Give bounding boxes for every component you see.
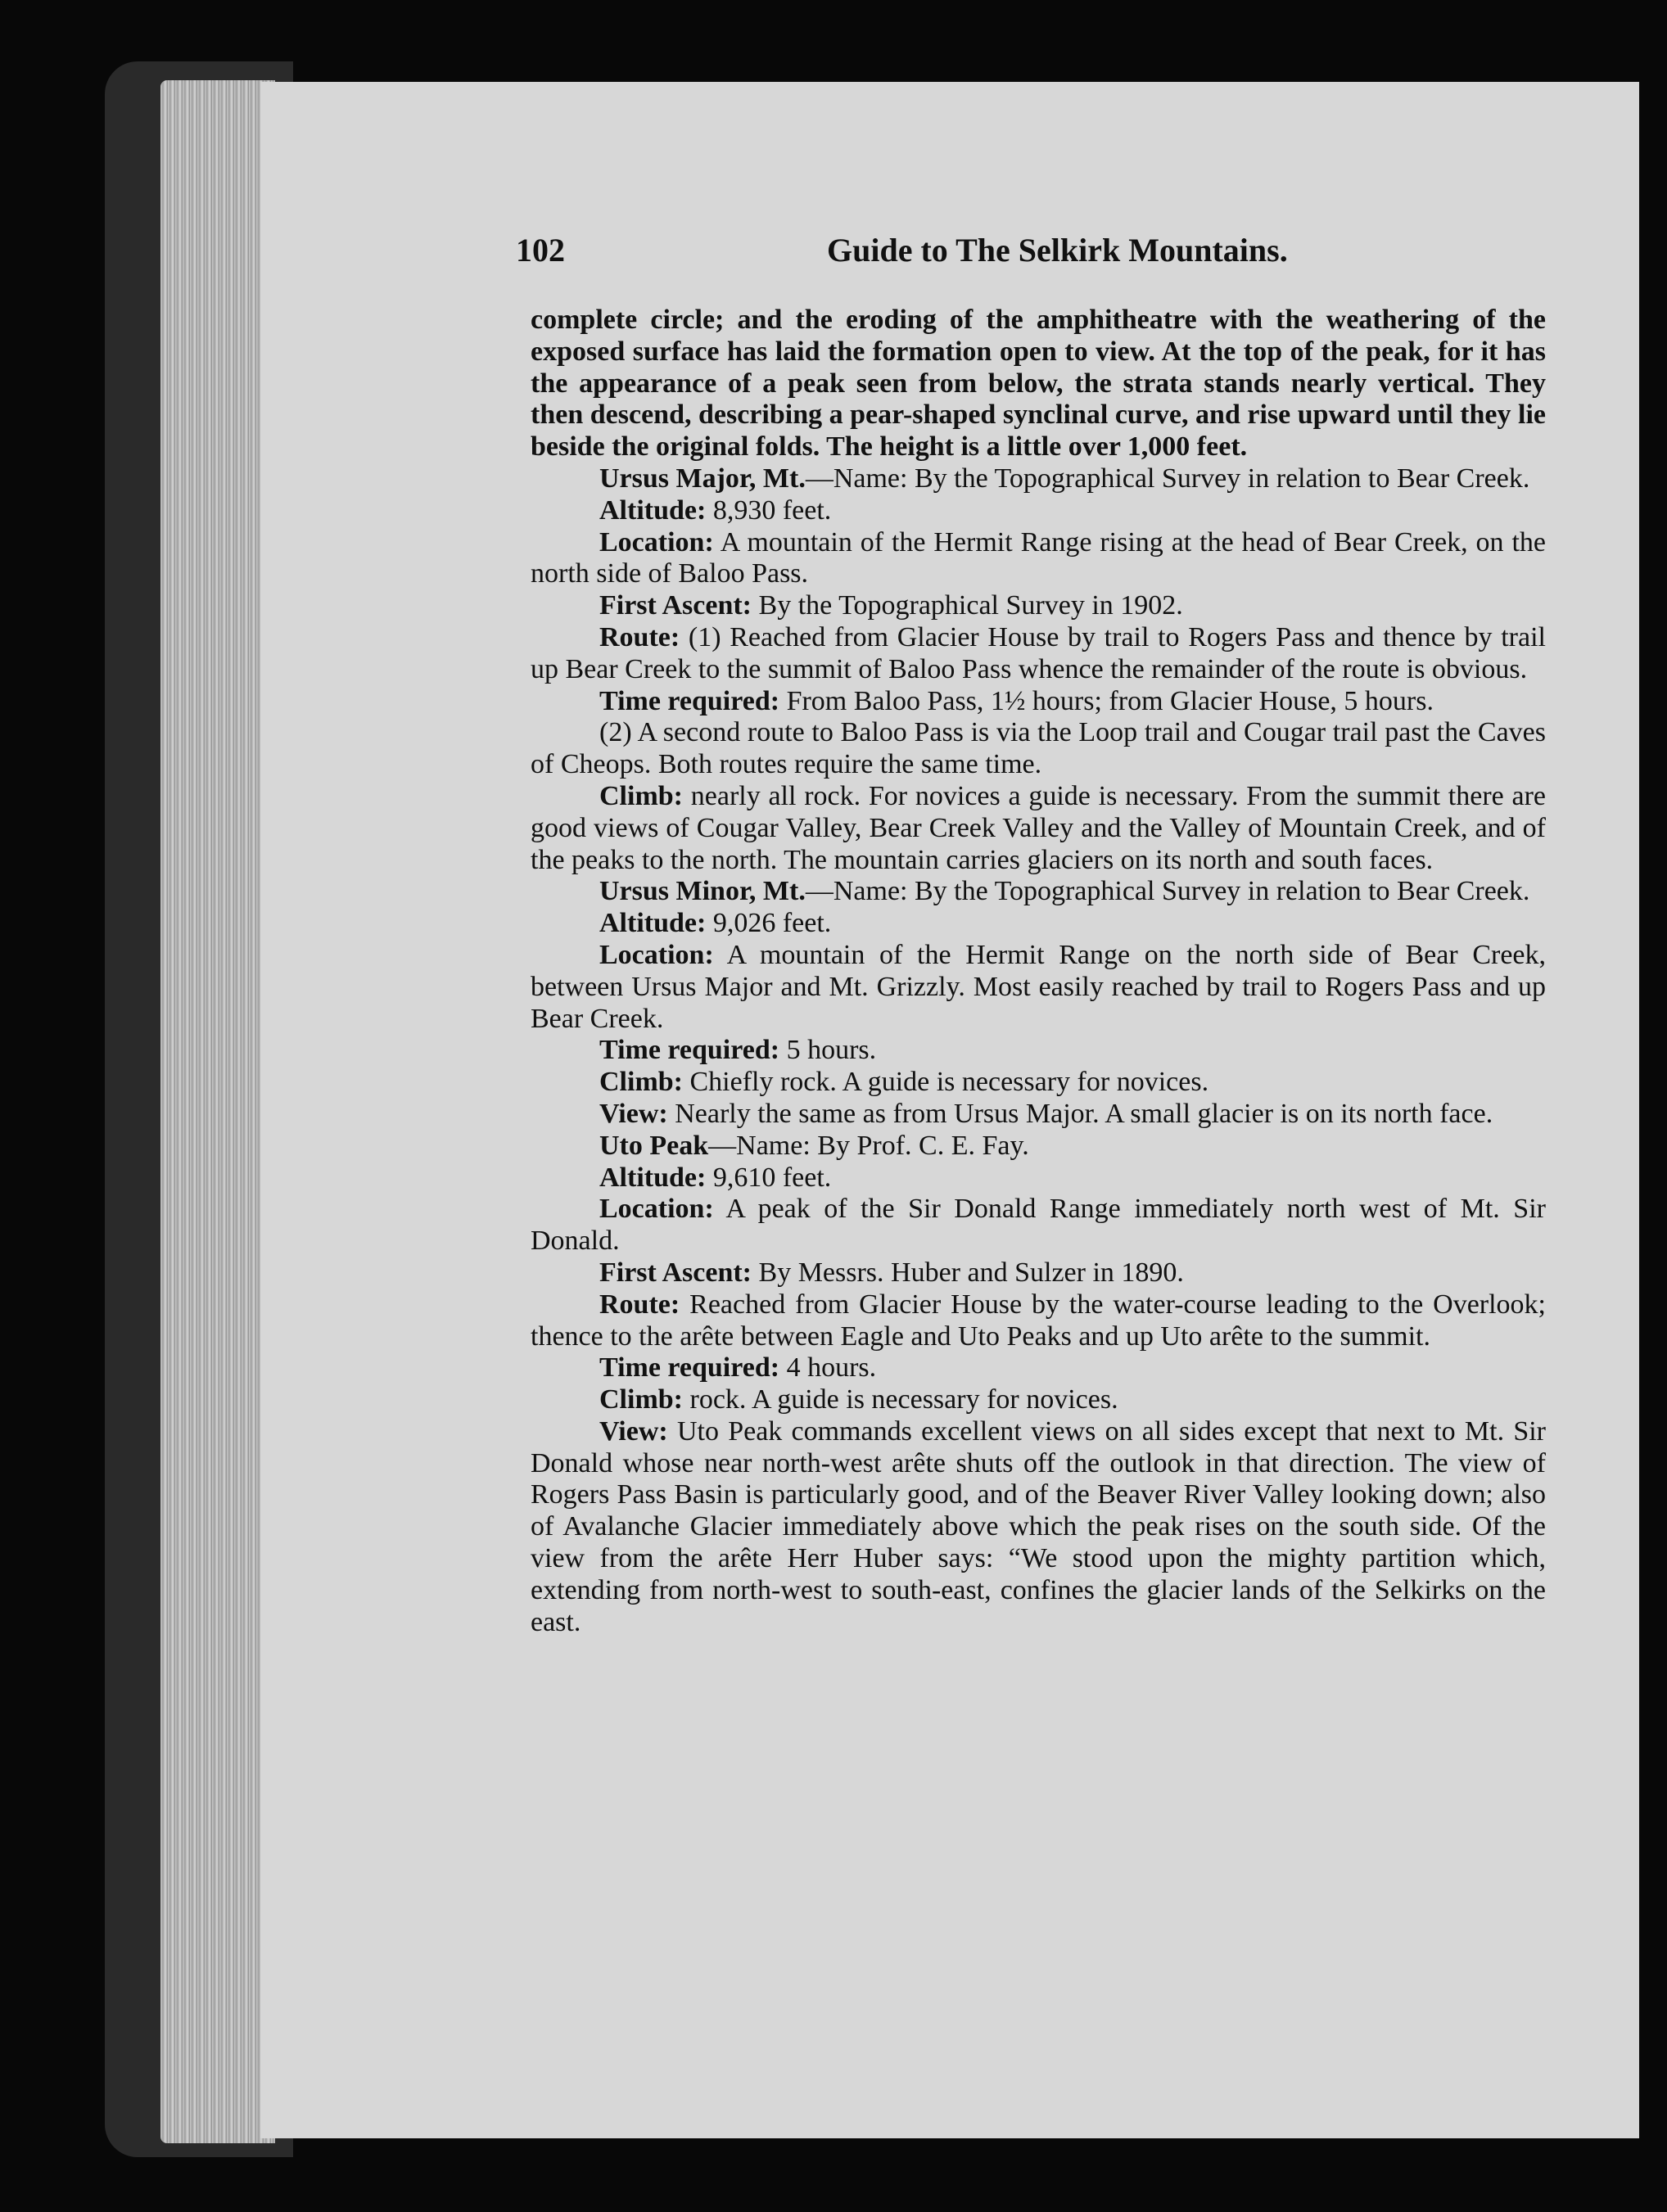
entry-text: By the Topographical Survey in 1902. xyxy=(752,590,1183,621)
paragraph xyxy=(531,1416,1546,1639)
paragraph xyxy=(531,1067,1546,1099)
paragraph xyxy=(531,908,1546,940)
entry-label: Location: xyxy=(599,526,714,558)
paragraph xyxy=(531,781,1546,876)
entry-text: —Name: By Prof. C. E. Fay. xyxy=(708,1130,1029,1161)
entry-label: Ursus Major, Mt. xyxy=(599,463,806,494)
paragraph xyxy=(531,717,1546,781)
entry-text: Chiefly rock. A guide is necessary for novices. xyxy=(683,1067,1209,1098)
paragraph xyxy=(531,495,1546,527)
entry-label: Time required: xyxy=(599,1035,780,1066)
entry-label: View: xyxy=(599,1415,668,1447)
page-number: 102 xyxy=(516,232,565,269)
entry-text: A mountain of the Hermit Range rising at the head of Bear Creek, on the north side of Baloo Pass. xyxy=(531,526,1546,589)
entry-text: A mountain of the Hermit Range on the north side of Bear Creek, between Ursus Major and Mt. Grizzly. Most easily reached by trail to Rogers Pass and up Bear Creek. xyxy=(531,939,1546,1034)
paragraph xyxy=(531,1289,1546,1353)
entry-label: Route: xyxy=(599,621,680,652)
entry-text: 9,026 feet. xyxy=(706,908,832,939)
entry-text: From Baloo Pass, 1½ hours; from Glacier House, 5 hours. xyxy=(779,685,1434,716)
entry-label: Climb: xyxy=(599,1384,683,1415)
paragraph xyxy=(531,876,1546,908)
paragraph xyxy=(531,590,1546,622)
entry-label: Time required: xyxy=(599,685,780,716)
entry-text: complete circle; and the eroding of the amphitheatre with the weathering of the exposed surface has laid the formation open to view. At the top of the peak, for it has the appearance of a peak seen from below, the strata stands nearly vertical. They then descend, describing a pear-shaped synclinal curve, and rise upward until they lie beside the original folds. The height is a little over 1,000 feet. xyxy=(531,305,1546,463)
entry-label: Route: xyxy=(599,1289,680,1320)
entry-label: Climb: xyxy=(599,780,683,811)
entry-label: Location: xyxy=(599,1194,714,1225)
paragraph xyxy=(531,1131,1546,1162)
entry-text: Reached from Glacier House by the water-course leading to the Overlook; thence to the arête between Eagle and Uto Peaks and up Uto arête to the summit. xyxy=(531,1289,1546,1352)
entry-text: A peak of the Sir Donald Range immediately north west of Mt. Sir Donald. xyxy=(531,1194,1546,1257)
entry-text: Nearly the same as from Ursus Major. A small glacier is on its north face. xyxy=(667,1098,1493,1129)
entry-text: Uto Peak commands excellent views on all sides except that next to Mt. Sir Donald whose near north-west arête shuts off the outlook in that direction. The view of Rogers Pass Basin is particularly good, and of the Beaver River Valley looking down; also of Avalanche Glacier immediately above which the peak rises on the south side. Of the view from the arête Herr Huber says: “We stood upon the mighty partition which, extending from north-west to south-east, confines the glacier lands of the Selkirks on the east. xyxy=(531,1415,1546,1637)
entry-label: View: xyxy=(599,1098,668,1129)
entry-text: 9,610 feet. xyxy=(706,1162,832,1193)
entry-text: 8,930 feet. xyxy=(706,494,832,526)
body-text xyxy=(531,305,1546,1638)
paragraph xyxy=(531,527,1546,591)
page-header xyxy=(516,231,1343,272)
paragraph xyxy=(531,1099,1546,1131)
paragraph xyxy=(531,305,1546,463)
entry-label: Altitude: xyxy=(599,908,707,939)
paragraph xyxy=(531,686,1546,718)
entry-text: (1) Reached from Glacier House by trail to Rogers Pass and thence by trail up Bear Creek to the summit of Baloo Pass whence the remainder of the route is obvious. xyxy=(531,621,1546,684)
paragraph xyxy=(531,1194,1546,1257)
entry-label: Time required: xyxy=(599,1352,780,1384)
entry-label: Altitude: xyxy=(599,1162,707,1193)
paragraph xyxy=(531,1384,1546,1416)
entry-text: —Name: By the Topographical Survey in relation to Bear Creek. xyxy=(805,876,1530,907)
entry-text: 5 hours. xyxy=(779,1035,877,1066)
paragraph xyxy=(531,1035,1546,1067)
entry-text: —Name: By the Topographical Survey in relation to Bear Creek. xyxy=(805,463,1530,494)
entry-text: rock. A guide is necessary for novices. xyxy=(683,1384,1118,1415)
paragraph xyxy=(531,622,1546,686)
entry-label: Ursus Minor, Mt. xyxy=(599,876,806,907)
paragraph xyxy=(531,940,1546,1035)
entry-text: 4 hours. xyxy=(779,1352,877,1384)
entry-text: nearly all rock. For novices a guide is necessary. From the summit there are good views of Cougar Valley, Bear Creek Valley and the Valley of Mountain Creek, and of the peaks to the north. The mountain carries glaciers on its north and south faces. xyxy=(531,780,1546,875)
entry-label: Uto Peak xyxy=(599,1130,709,1161)
entry-label: Altitude: xyxy=(599,494,707,526)
entry-label: First Ascent: xyxy=(599,590,752,621)
entry-text: (2) A second route to Baloo Pass is via the Loop trail and Cougar trail past the Caves of Cheops. Both routes require the same time. xyxy=(531,717,1546,780)
paragraph xyxy=(531,463,1546,495)
entry-label: First Ascent: xyxy=(599,1257,752,1288)
entry-label: Location: xyxy=(599,939,714,970)
page-edges xyxy=(160,80,275,2143)
entry-text: By Messrs. Huber and Sulzer in 1890. xyxy=(752,1257,1184,1288)
running-title: Guide to The Selkirk Mountains. xyxy=(827,232,1288,269)
paragraph xyxy=(531,1162,1546,1194)
entry-label: Climb: xyxy=(599,1067,683,1098)
paragraph xyxy=(531,1352,1546,1384)
paragraph xyxy=(531,1257,1546,1289)
